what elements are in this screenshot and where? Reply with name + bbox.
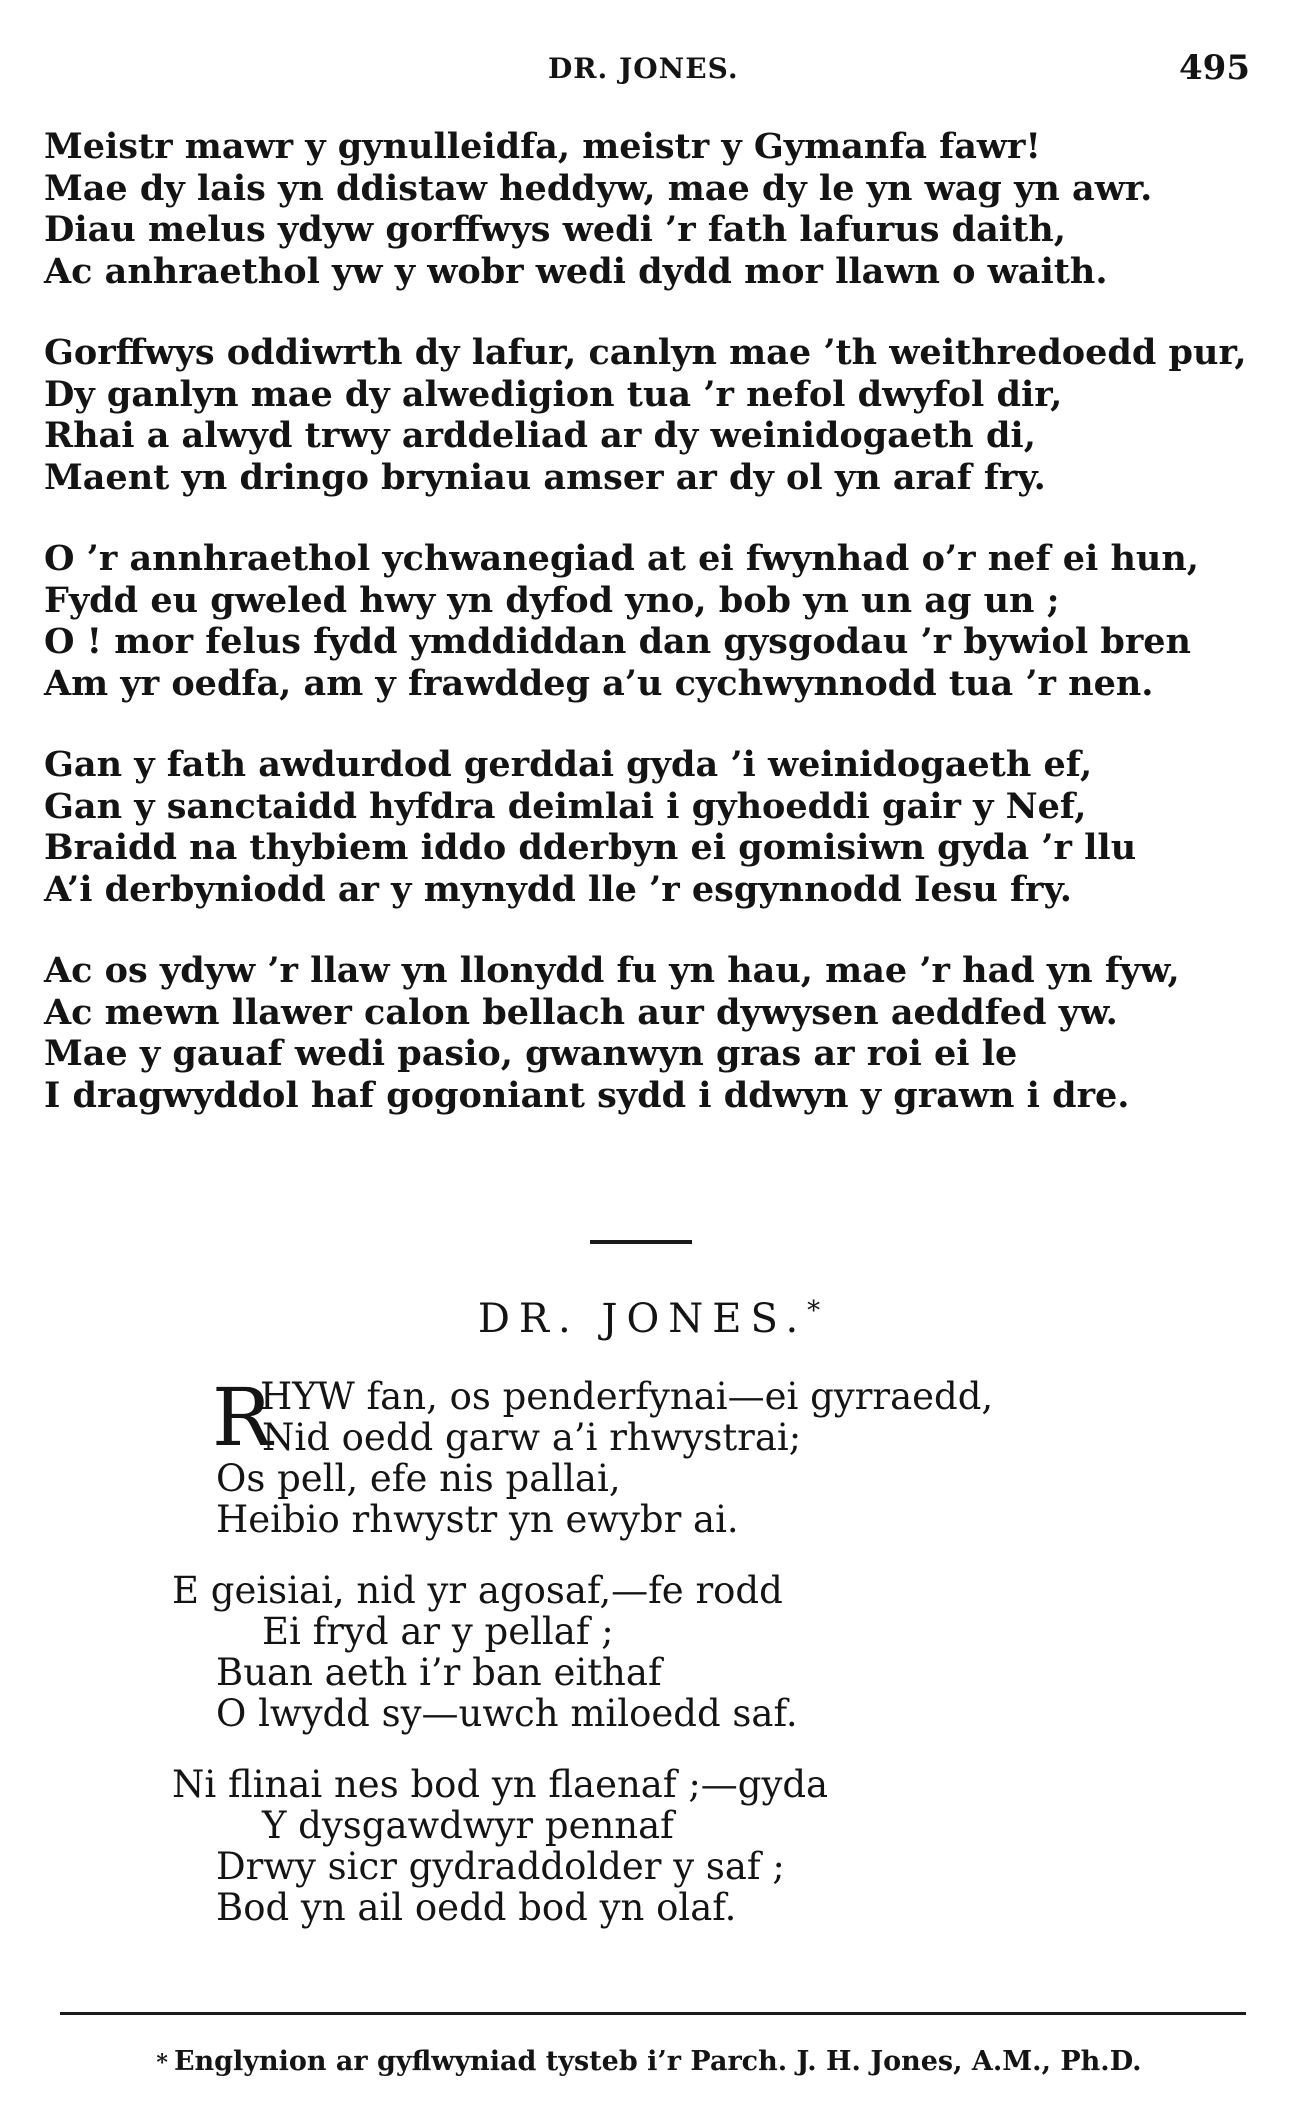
- stanza: [172, 1764, 1116, 1928]
- verse-line: Ac anhraethol yw y wobr wedi dydd mor llawn o waith.: [44, 250, 1108, 292]
- verse-line: Am yr oedfa, am y frawddeg a’u cychwynnodd tua ’r nen.: [44, 662, 1154, 704]
- verse-line: Mae dy lais yn ddistaw heddyw, mae dy le yn wag yn awr.: [44, 167, 1153, 209]
- stanza: [44, 950, 1264, 1116]
- verse-line: Rhai a alwyd trwy arddeliad ar dy weinidogaeth di,: [44, 415, 1036, 456]
- elegy-poem: [44, 126, 1264, 1156]
- footnote-rule: [60, 2012, 1246, 2015]
- section-heading-text: DR. JONES.: [477, 1296, 808, 1342]
- verse-line: O ! mor felus fydd ymddiddan dan gysgodau ’r bywiol bren: [44, 621, 1191, 662]
- footnote-text: Englynion ar gyflwyniad tysteb i’r Parch. J. H. Jones, A.M., Ph.D.: [173, 2046, 1142, 2077]
- verse-line: Ac os ydyw ’r llaw yn llonydd fu yn hau, mae ’r had yn fyw,: [44, 950, 1180, 991]
- verse-line: Y dysgawdwyr pennaf: [262, 1804, 674, 1847]
- stanza: [212, 1371, 1116, 1541]
- verse-line: Os pell, efe nis pallai,: [216, 1457, 621, 1500]
- verse-line: Ac mewn llawer calon bellach aur dywysen aeddfed yw.: [44, 991, 1118, 1033]
- verse-line: Dy ganlyn mae dy alwedigion tua ’r nefol dwyfol dir,: [44, 373, 1063, 415]
- verse-line: Drwy sicr gydraddolder y saf ;: [216, 1845, 785, 1888]
- englyn-poem: [172, 1371, 1116, 1958]
- page-number: 495: [1179, 48, 1250, 88]
- verse-line: Meistr mawr y gynulleidfa, meistr y Gymanfa fawr!: [44, 126, 1041, 167]
- verse-line: E geisiai, nid yr agosaf,—fe rodd: [172, 1569, 783, 1612]
- verse-line: Gorffwys oddiwrth dy lafur, canlyn mae ’th weithredoedd pur,: [44, 332, 1247, 373]
- section-heading: [0, 1296, 1298, 1342]
- verse-line: Heibio rhwystr yn ewybr ai.: [216, 1498, 739, 1541]
- verse-line: Nid oedd garw a’i rhwystrai;: [262, 1416, 802, 1459]
- verse-line: Ei fryd ar y pellaf ;: [262, 1610, 614, 1653]
- running-head: [0, 48, 1298, 92]
- drop-cap: R: [212, 1371, 273, 1464]
- verse-line: O ’r annhraethol ychwanegiad at ei fwynhad o’r nef ei hun,: [44, 538, 1199, 579]
- verse-line: Braidd na thybiem iddo dderbyn ei gomisiwn gyda ’r llu: [44, 827, 1137, 868]
- verse-line: Bod yn ail oedd bod yn olaf.: [216, 1886, 737, 1929]
- footnote-mark: *: [156, 2050, 168, 2076]
- verse-line: O lwydd sy—uwch miloedd saf.: [216, 1692, 798, 1735]
- running-head-title: DR. JONES.: [548, 52, 739, 85]
- verse-line: Fydd eu gweled hwy yn dyfod yno, bob yn un ag un ;: [44, 579, 1060, 621]
- verse-line: A’i derbyniodd ar y mynydd lle ’r esgynnodd Iesu fry.: [44, 868, 1072, 910]
- stanza: [44, 332, 1264, 498]
- verse-line: Mae y gauaf wedi pasio, gwanwyn gras ar roi ei le: [44, 1033, 1018, 1074]
- verse-line: Buan aeth i’r ban eithaf: [216, 1651, 662, 1694]
- verse-line: Maent yn dringo bryniau amser ar dy ol yn araf fry.: [44, 456, 1046, 498]
- stanza: [44, 126, 1264, 292]
- stanza: [44, 744, 1264, 910]
- footnote-marker: *: [807, 1296, 821, 1326]
- verse-line: Ni flinai nes bod yn flaenaf ;—gyda: [172, 1763, 829, 1806]
- stanza: [172, 1570, 1116, 1734]
- footnote: [0, 2046, 1298, 2077]
- verse-line: Diau melus ydyw gorffwys wedi ’r fath lafurus daith,: [44, 209, 1066, 250]
- verse-line: I dragwyddol haf gogoniant sydd i ddwyn y grawn i dre.: [44, 1074, 1130, 1116]
- section-divider: [590, 1240, 692, 1244]
- verse-line: Gan y sanctaidd hyfdra deimlai i gyhoeddi gair y Nef,: [44, 785, 1087, 827]
- verse-line-text: HYW fan, os penderfynai—ei gyrraedd,: [260, 1375, 994, 1418]
- verse-line: Gan y fath awdurdod gerddai gyda ’i weinidogaeth ef,: [44, 744, 1093, 785]
- stanza: [44, 538, 1264, 704]
